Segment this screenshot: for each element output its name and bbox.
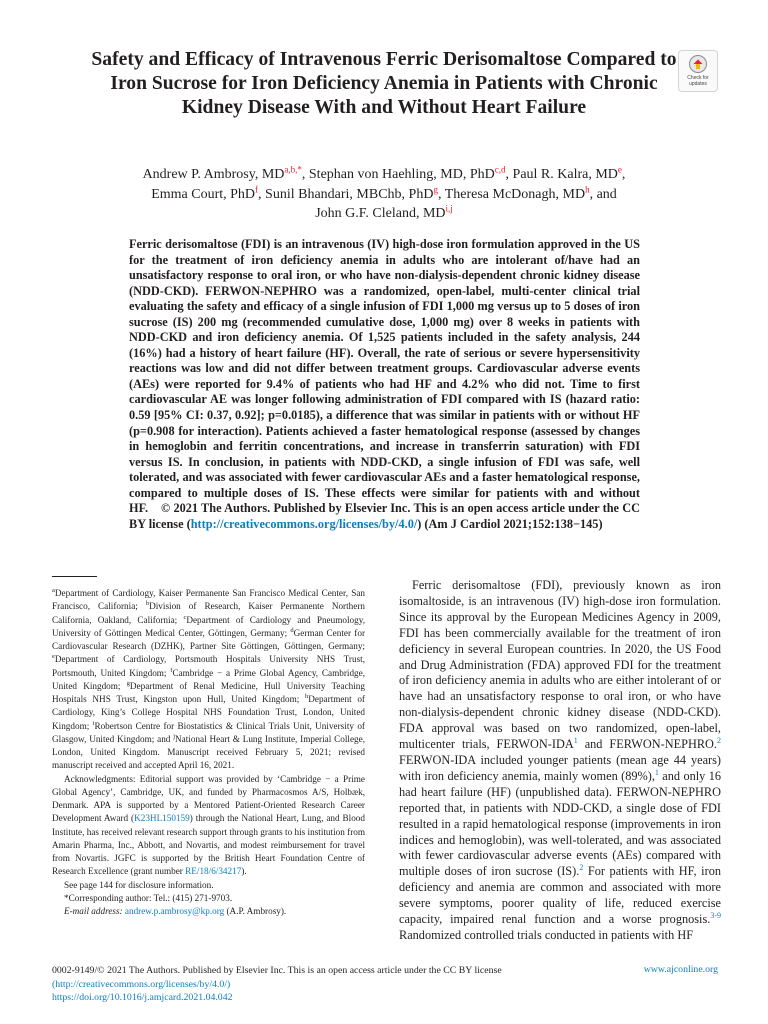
article-title: Safety and Efficacy of Intravenous Ferric Derisomaltose Compared to Iron Sucrose for Iron Deficiency Anemia in Patients with Chronic Kidney Disease With and Without Heart Failure (91, 49, 677, 118)
license-link[interactable]: http://creativecommons.org/licenses/by/4.0/ (190, 516, 418, 531)
disclosure-note: See page 144 for disclosure information. (64, 879, 214, 890)
doi-link[interactable]: https://doi.org/10.1016/j.amjcard.2021.04.042 (52, 992, 233, 1003)
affiliation: $^e$Department of Cardiology, Portsmouth Hospitals University NHS Trust, Portsmouth, United Kingdom; (52, 653, 365, 678)
check-for-updates-icon (688, 54, 708, 76)
author-affiliation-marker[interactable]: i,j (445, 203, 453, 214)
author: Andrew P. Ambrosy, $MD^{a,b,*}$, (142, 164, 309, 182)
reference-link[interactable]: 2 (579, 863, 584, 873)
check-badge-line1: Check for (687, 75, 709, 81)
author-affiliation-marker[interactable]: a,b,* (284, 164, 302, 175)
affiliation: $^b$Division of Research, Kaiser Permanente Northern California, Oakland, California; (52, 600, 365, 625)
author: Sunil Bhandari, MBChb, PhD$^g$, (265, 183, 445, 202)
author: Emma Court, PhD$^f$, (151, 183, 266, 202)
author: John G.F. Cleland, MD$^{i,j}$ (315, 203, 453, 221)
footnotes (52, 587, 365, 918)
affiliation: $^j$National Heart & Lung Institute, Imperial College, London, United Kingdom. Manuscript received February 5, 2021; revised manuscript received and accepted April 16, 2021. (52, 732, 365, 771)
abstract-text: Ferric derisomaltose (FDI) is an intravenous (IV) high-dose iron formulation approved in the US for the treatment of iron deficiency anemia in adults who are intolerant of/have had an unsatisfactory response to oral iron, or who have non-dialysis-dependent chronic kidney disease (NDD-CKD). FERWON-NEPHRO was a randomized, open-label, multi-center clinical trial evaluating the safety and efficacy of a single infusion of FDI 1,000 mg versus up to 5 doses of iron sucrose (IS) 200 mg (recommended cumulative dose, 1,000 mg) over 8 weeks in patients with NDD-CKD and iron deficiency anemia. Of 1,525 patients included in the safety analysis, 244 (16%) had a history of heart failure (HF). Overall, the rate of serious or severe hypersensitivity reactions was low and did not differ between treatment groups. Cardiovascular adverse events (AEs) were reported for 9.4% of patients who had HF and 4.2% who did not. Time to first cardiovascular AE was longer following administration of FDI compared with IS (hazard ratio: 0.59 [95% CI: 0.37, 0.92]; p=0.0185), a difference that was similar in patients with or without HF (p=0.908 for interaction). Patients achieved a faster hematological response (assessed by changes in hemoglobin and ferritin concentrations, and increase in transferrin saturation) with FDI versus IS. In conclusion, in patients with NDD-CKD, a single infusion of FDI was safe, well tolerated, and was associated with fewer cardiovascular AEs and a faster hematological response, compared to multiple doses of IS. These effects were similar for patients with and without HF. (129, 237, 640, 516)
reference-link[interactable]: 3-9 (710, 910, 721, 920)
acknowledgments: Acknowledgments: Editorial support was provided by ‘Cambridge − a Prime Global Agency’, Cambridge, UK, and funded by Pharmacosmos A/S, Holbæk, Denmark. APA is supported by a Mentored Patient-Oriented Research Career Development Award (K23HL150159) through the National Heart, Lung, and Blood Institute, has received relevant research support through grants to his institution from Amarin Pharma, Inc., Abbott, and Novartis, and modest reimbursement for travel from Novartis. JGFC is supported by the British Heart Foundation Centre of Research Excellence (grant number RE/18/6/34217). (52, 773, 365, 877)
check-for-updates-badge[interactable] (678, 50, 718, 92)
check-badge-line2: updates (689, 80, 707, 87)
footnote-divider (52, 576, 97, 577)
author-affiliation-marker[interactable]: f (255, 183, 259, 194)
reference-link[interactable]: 1 (654, 767, 659, 777)
author: Stephan von Haehling, MD, PhD$^{c,d}$, (308, 164, 513, 182)
footer-copyright: 0002-9149/© 2021 The Authors. Published by Elsevier Inc. This is an open access article under the CC BY license (52, 965, 502, 976)
affiliation: $^c$Department of Cardiology and Pneumology, University of Göttingen Medical Center, Göttingen, Germany; (52, 613, 365, 638)
abstract-copyright: © 2021 The Authors. Published by Elsevier Inc. This is an open access article under the CC BY license ( (129, 501, 641, 531)
body-text: Ferric derisomaltose (FDI), previously known as iron isomaltoside, is an intravenous (IV) high-dose iron formulation. Since its approval by the European Medicines Agency in 2009, FDI has been commercially available for the treatment of iron deficiency in several European countries. In 2020, the US Food and Drug Administration (FDA) approved FDI for the treatment of iron deficiency anemia in adults who are either intolerant of or have had an unsatisfactory response to oral iron, or who have non-dialysis-dependent chronic kidney disease (NDD-CKD). FDA approval was based on two randomized, open-label, multicenter trials, FERWON-IDA$^1$ and FERWON-NEPHRO.$^2$ FERWON-IDA included younger patients (mean age 44 years) with iron deficiency anemia, mainly women (89%),$^1$ and only 16 had heart failure (HF) (unpublished data). FERWON-NEPHRO reported that, in patients with NDD-CKD, a single dose of FDI resulted in a rapid hematological response (improvements in iron indices and hemoglobin), was well-tolerated, and was associated with fewer cardiovascular adverse events (AEs) compared with multiple doses of iron sucrose (IS).$^2$ For patients with HF, iron deficiency and anemia are common and associated with more severe symptoms, poorer quality of life, reduced exercise capacity, impaired renal function and a worse prognosis.$^{3-9}$ Randomized controlled trials conducted in patients with HF (399, 578, 721, 942)
email-line: E-mail address: andrew.p.ambrosy@kp.org (A.P. Ambrosy). (64, 906, 287, 916)
author: Paul R. Kalra, MDe, (512, 164, 626, 182)
affiliation: $^d$German Center for Cardiovascular Research (DZHK), Partner Site Göttingen, Göttingen, Germany; (52, 626, 365, 651)
author-affiliation-marker[interactable]: h (585, 183, 590, 194)
reference-link[interactable]: 1 (573, 735, 578, 745)
affiliation: $^h$Department of Cardiology, King’s College Hospital NHS Foundation Trust, London, United Kingdom; (52, 692, 365, 731)
grant-link[interactable]: K23HL150159 (134, 813, 190, 824)
footer-license-link[interactable]: (http://creativecommons.org/licenses/by/4.0/) (52, 978, 231, 990)
affiliation: $^f$Cambridge − a Prime Global Agency, Cambridge, United Kingdom; (52, 666, 366, 691)
journal-site-link[interactable]: www.ajconline.org (643, 964, 718, 975)
reference-link[interactable]: 2 (717, 735, 721, 745)
author-affiliation-marker[interactable]: g (433, 183, 438, 194)
author-affiliation-marker[interactable]: c,d (494, 164, 506, 175)
email-label: E-mail address: (64, 906, 123, 916)
abstract (129, 237, 640, 532)
footer-info (52, 964, 502, 1005)
abstract-citation: ) (Am J Cardiol 2021;152:138−145) (417, 516, 603, 531)
affiliation: $^g$Department of Renal Medicine, Hull University Teaching Hospitals NHS Trust, Kingston upon Hull, United Kingdom; (52, 679, 365, 704)
corresponding-author: *Corresponding author: Tel.: (415) 271-9703. (64, 892, 233, 903)
affiliations (52, 587, 365, 773)
affiliation: $^a$Department of Cardiology, Kaiser Permanente San Francisco Medical Center, San Francisco, California; (52, 586, 365, 612)
author-list (95, 165, 673, 224)
author-affiliation-marker[interactable]: e (617, 164, 622, 175)
affiliation: $^i$Robertson Centre for Biostatistics & Clinical Trials Unit, University of Glasgow, United Kingdom; and (52, 719, 365, 744)
author: Theresa McDonagh, $MD^h$, and (444, 183, 617, 202)
email-link[interactable]: andrew.p.ambrosy@kp.org (124, 906, 225, 916)
grant-link[interactable]: RE/18/6/34217 (185, 866, 242, 877)
